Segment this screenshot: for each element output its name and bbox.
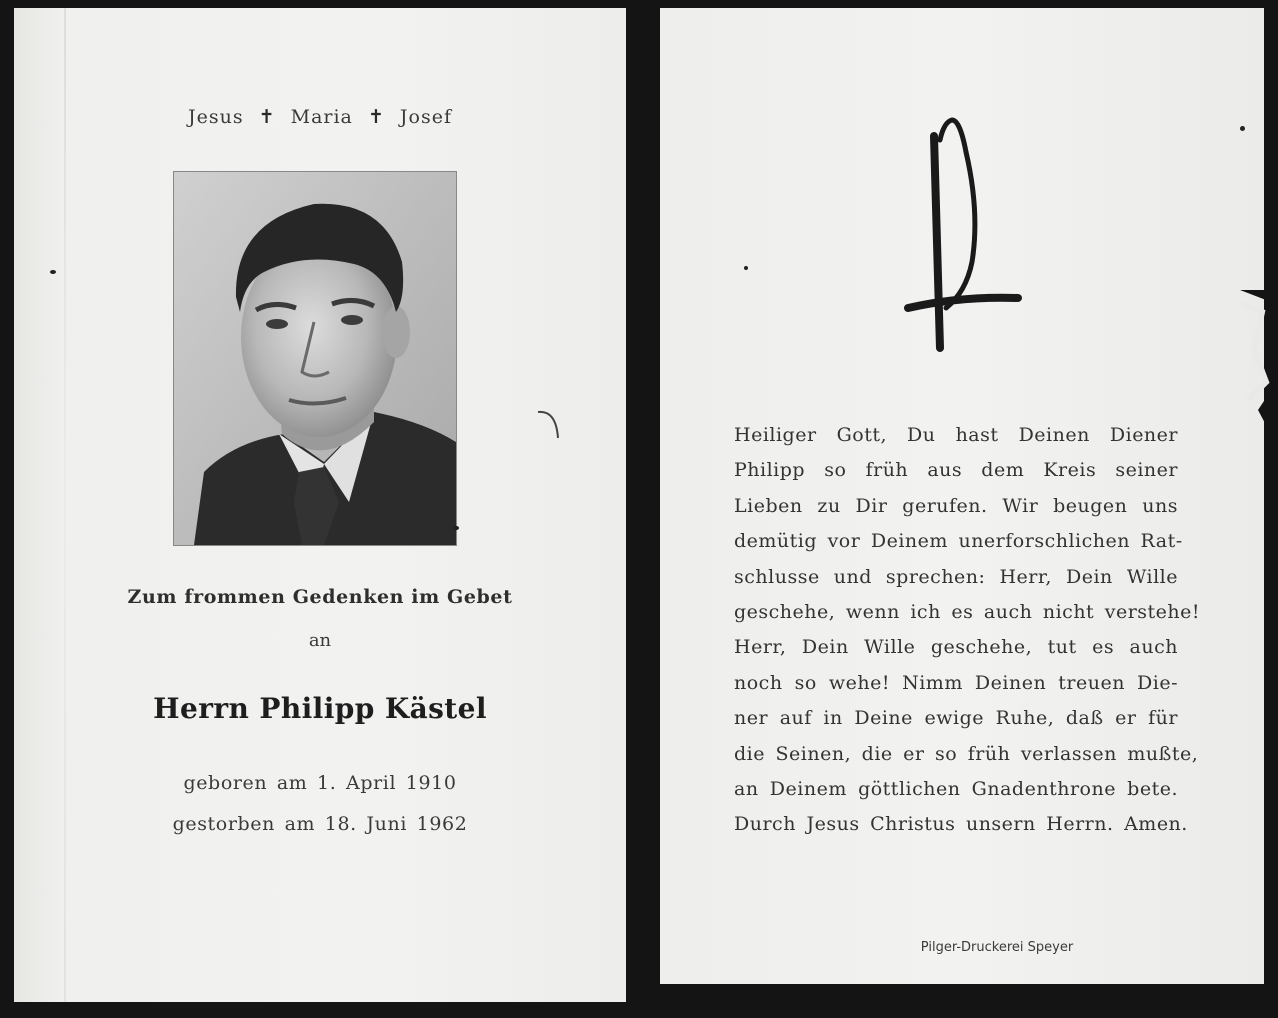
invocation-josef: Josef (399, 106, 452, 128)
prayer-line: Philipp so früh aus dem Kreis seiner (734, 459, 1178, 482)
portrait-illustration (174, 172, 456, 545)
cross-icon (900, 112, 1030, 358)
paper-speck (454, 526, 459, 530)
birth-date: geboren am 1. April 1910 (183, 772, 457, 794)
torn-edge (1236, 290, 1278, 440)
prayer-line: geschehe, wenn ich es auch nicht verstehe! (734, 601, 1201, 624)
prayer-line: Lieben zu Dir gerufen. Wir beugen uns (734, 494, 1178, 517)
death-date: gestorben am 18. Juni 1962 (172, 813, 468, 835)
small-cross-icon: ✝ (258, 106, 276, 128)
prayer-line: die Seinen, die er so früh verlassen mußte, (734, 742, 1199, 765)
invocation-maria: Maria (290, 106, 353, 128)
prayer-line: an Deinem göttlichen Gnadenthrone bete. (734, 778, 1178, 801)
invocation-line (14, 106, 626, 128)
prayer-line: Durch Jesus Christus unsern Herrn. Amen. (734, 813, 1188, 836)
paper-mark (534, 408, 564, 444)
left-page (14, 8, 626, 1002)
prayer-line: Herr, Dein Wille geschehe, tut es auch (734, 636, 1178, 659)
printer-imprint: Pilger-Druckerei Speyer (920, 940, 1074, 955)
prayer-line: schlusse und sprechen: Herr, Dein Wille (734, 565, 1178, 588)
deceased-name: Herrn Philipp Kästel (153, 692, 487, 725)
paper-speck (50, 270, 56, 274)
prayer-text (734, 418, 1201, 843)
right-page (660, 8, 1264, 984)
memorial-intro: Zum frommen Gedenken im Gebet (127, 586, 513, 608)
paper-crease (64, 8, 66, 1002)
paper-speck (1240, 126, 1245, 131)
invocation-jesus: Jesus (187, 106, 244, 128)
prayer-line: ner auf in Deine ewige Ruhe, daß er für (734, 707, 1178, 730)
small-cross-icon: ✝ (367, 106, 385, 128)
prayer-line: Heiliger Gott, Du hast Deinen Diener (734, 424, 1178, 446)
prayer-line: demütig vor Deinem unerforschlichen Rat- (734, 530, 1183, 553)
memorial-an: an (308, 630, 332, 651)
portrait-photo (173, 171, 457, 546)
prayer-line: noch so wehe! Nimm Deinen treuen Die- (734, 671, 1178, 694)
paper-speck (744, 266, 748, 270)
